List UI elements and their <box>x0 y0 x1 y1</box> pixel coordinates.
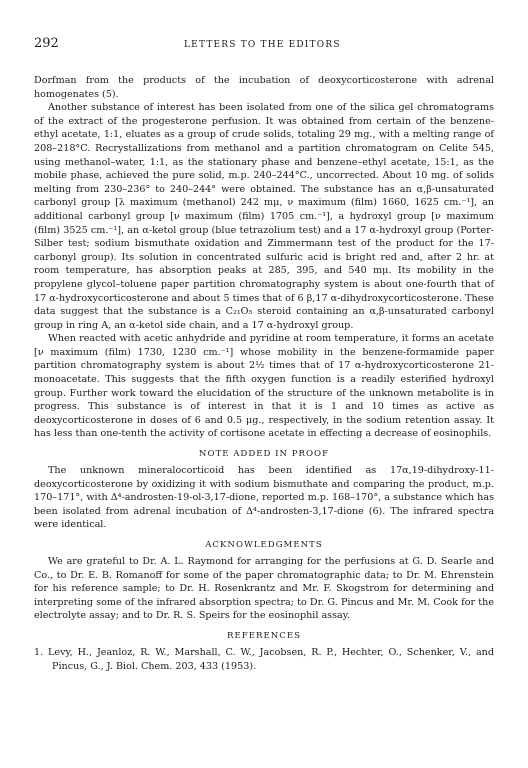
body-paragraph-2: Another substance of interest has been isolated from one of the silica gel chromatograms of the extract of the progesterone perfusion. It was obtained from certain of the benzene-ethyl acetate, 1:1, eluates as a group of crude solids, totaling 29 mg., with a melting range of 208–218°C. Recrystallizations from methanol and a partition chromatogram on Celite 545, using methanol–water, 1:1, as the stationary phase and benzene–ethyl acetate, 15:1, as the mobile phase, achieved the pure solid, m.p. 240–244°C., uncorrected. About 10 mg. of solids melting from 230–236° to 240–244° were obtained. The substance has an α,β-unsaturated carbonyl group [λ maximum (methanol) 242 mμ, ν maximum (film) 1660, 1625 cm.⁻¹], an additional carbonyl group [ν maximum (film) 1705 cm.⁻¹], a hydroxyl group [ν maximum (film) 3525 cm.⁻¹], an α-ketol group (blue tetrazolium test) and a 17 α-hydroxyl group (Porter-Silber test; sodium bismuthate oxidation and Zimmermann test of the product for the 17-carbonyl group). Its solution in concentrated sulfuric acid is bright red and, after 2 hr. at room temperature, has absorption peaks at 285, 395, and 540 mμ. Its mobility in the propylene glycol–toluene paper partition chromatography system is about one-fourth that of 17 α-hydroxycorticosterone and about 5 times that of 6 β,17 α-dihydroxycorticosterone. These data suggest that the substance is a C₂₁O₅ steroid containing an α,β-unsaturated carbonyl group in ring A, an α-ketol side chain, and a 17 α-hydroxyl group. <box>34 102 494 331</box>
acknowledgments-paragraph: We are grateful to Dr. A. L. Raymond for arranging for the perfusions at G. D. Searle and Co., to Dr. E. B. Romanoff for some of the paper chromatographic data; to Dr. M. Ehrenstein for his reference sample; to Dr. H. Rosenkrantz and Mr. F. Skogstrom for determining and interpreting some of the infrared absorption spectra; to Dr. G. Pincus and Mr. M. Cook for the electrolyte assay; and to Dr. R. S. Speirs for the eosinophil assay. <box>34 556 494 622</box>
page-number: 292 <box>34 36 59 51</box>
acknowledgments-heading: ACKNOWLEDGMENTS <box>205 540 323 550</box>
note-heading: NOTE ADDED IN PROOF <box>198 449 330 460</box>
body-paragraph-3: When reacted with acetic anhydride and pyridine at room temperature, it forms an acetate [ν maximum (film) 1730, 1230 cm.⁻¹] whose mobility in the benzene-formamide paper partition chromatography system is about 2½ times that of 17 α-hydroxycorticosterone 21-monoacetate. This suggests that the fifth oxygen function is a readily esterified hydroxyl group. Further work toward the elucidation of the structure of the unknown metabolite is in progress. This substance is of interest in that it is 1 and 10 times as active as deoxycorticosterone in doses of 6 and 0.5 μg., respectively, in the sodium retention assay. It has less than one-tenth the activity of cortisone acetate in effecting a decrease of eosinophils. <box>34 333 494 440</box>
reference-item: 1. Levy, H., Jeanloz, R. W., Marshall, C. W., Jacobsen, R. P., Hechter, O., Schenker, V., and Pincus, G., J. Biol. Chem. 203, 433 (1953). <box>34 646 494 672</box>
document-page <box>34 36 494 673</box>
running-title: LETTERS TO THE EDITORS <box>184 40 341 50</box>
references-heading: REFERENCES <box>227 630 301 641</box>
note-paragraph: The unknown mineralocorticoid has been identified as 17α,19-dihydroxy-11-deoxycorticosterone by oxidizing it with sodium bismuthate and comparing the product, m.p. 170–171°, with Δ⁴-androsten-19-ol-3,17-dione, reported m.p. 168–170°, a substance which has been isolated from adrenal incubation of Δ⁴-androsten-3,17-dione (6). The infrared spectra were identical. <box>34 465 494 531</box>
body-paragraph-1: Dorfman from the products of the incubation of deoxycorticosterone with adrenal homogenates (5). <box>34 75 494 100</box>
page-header <box>34 36 494 54</box>
